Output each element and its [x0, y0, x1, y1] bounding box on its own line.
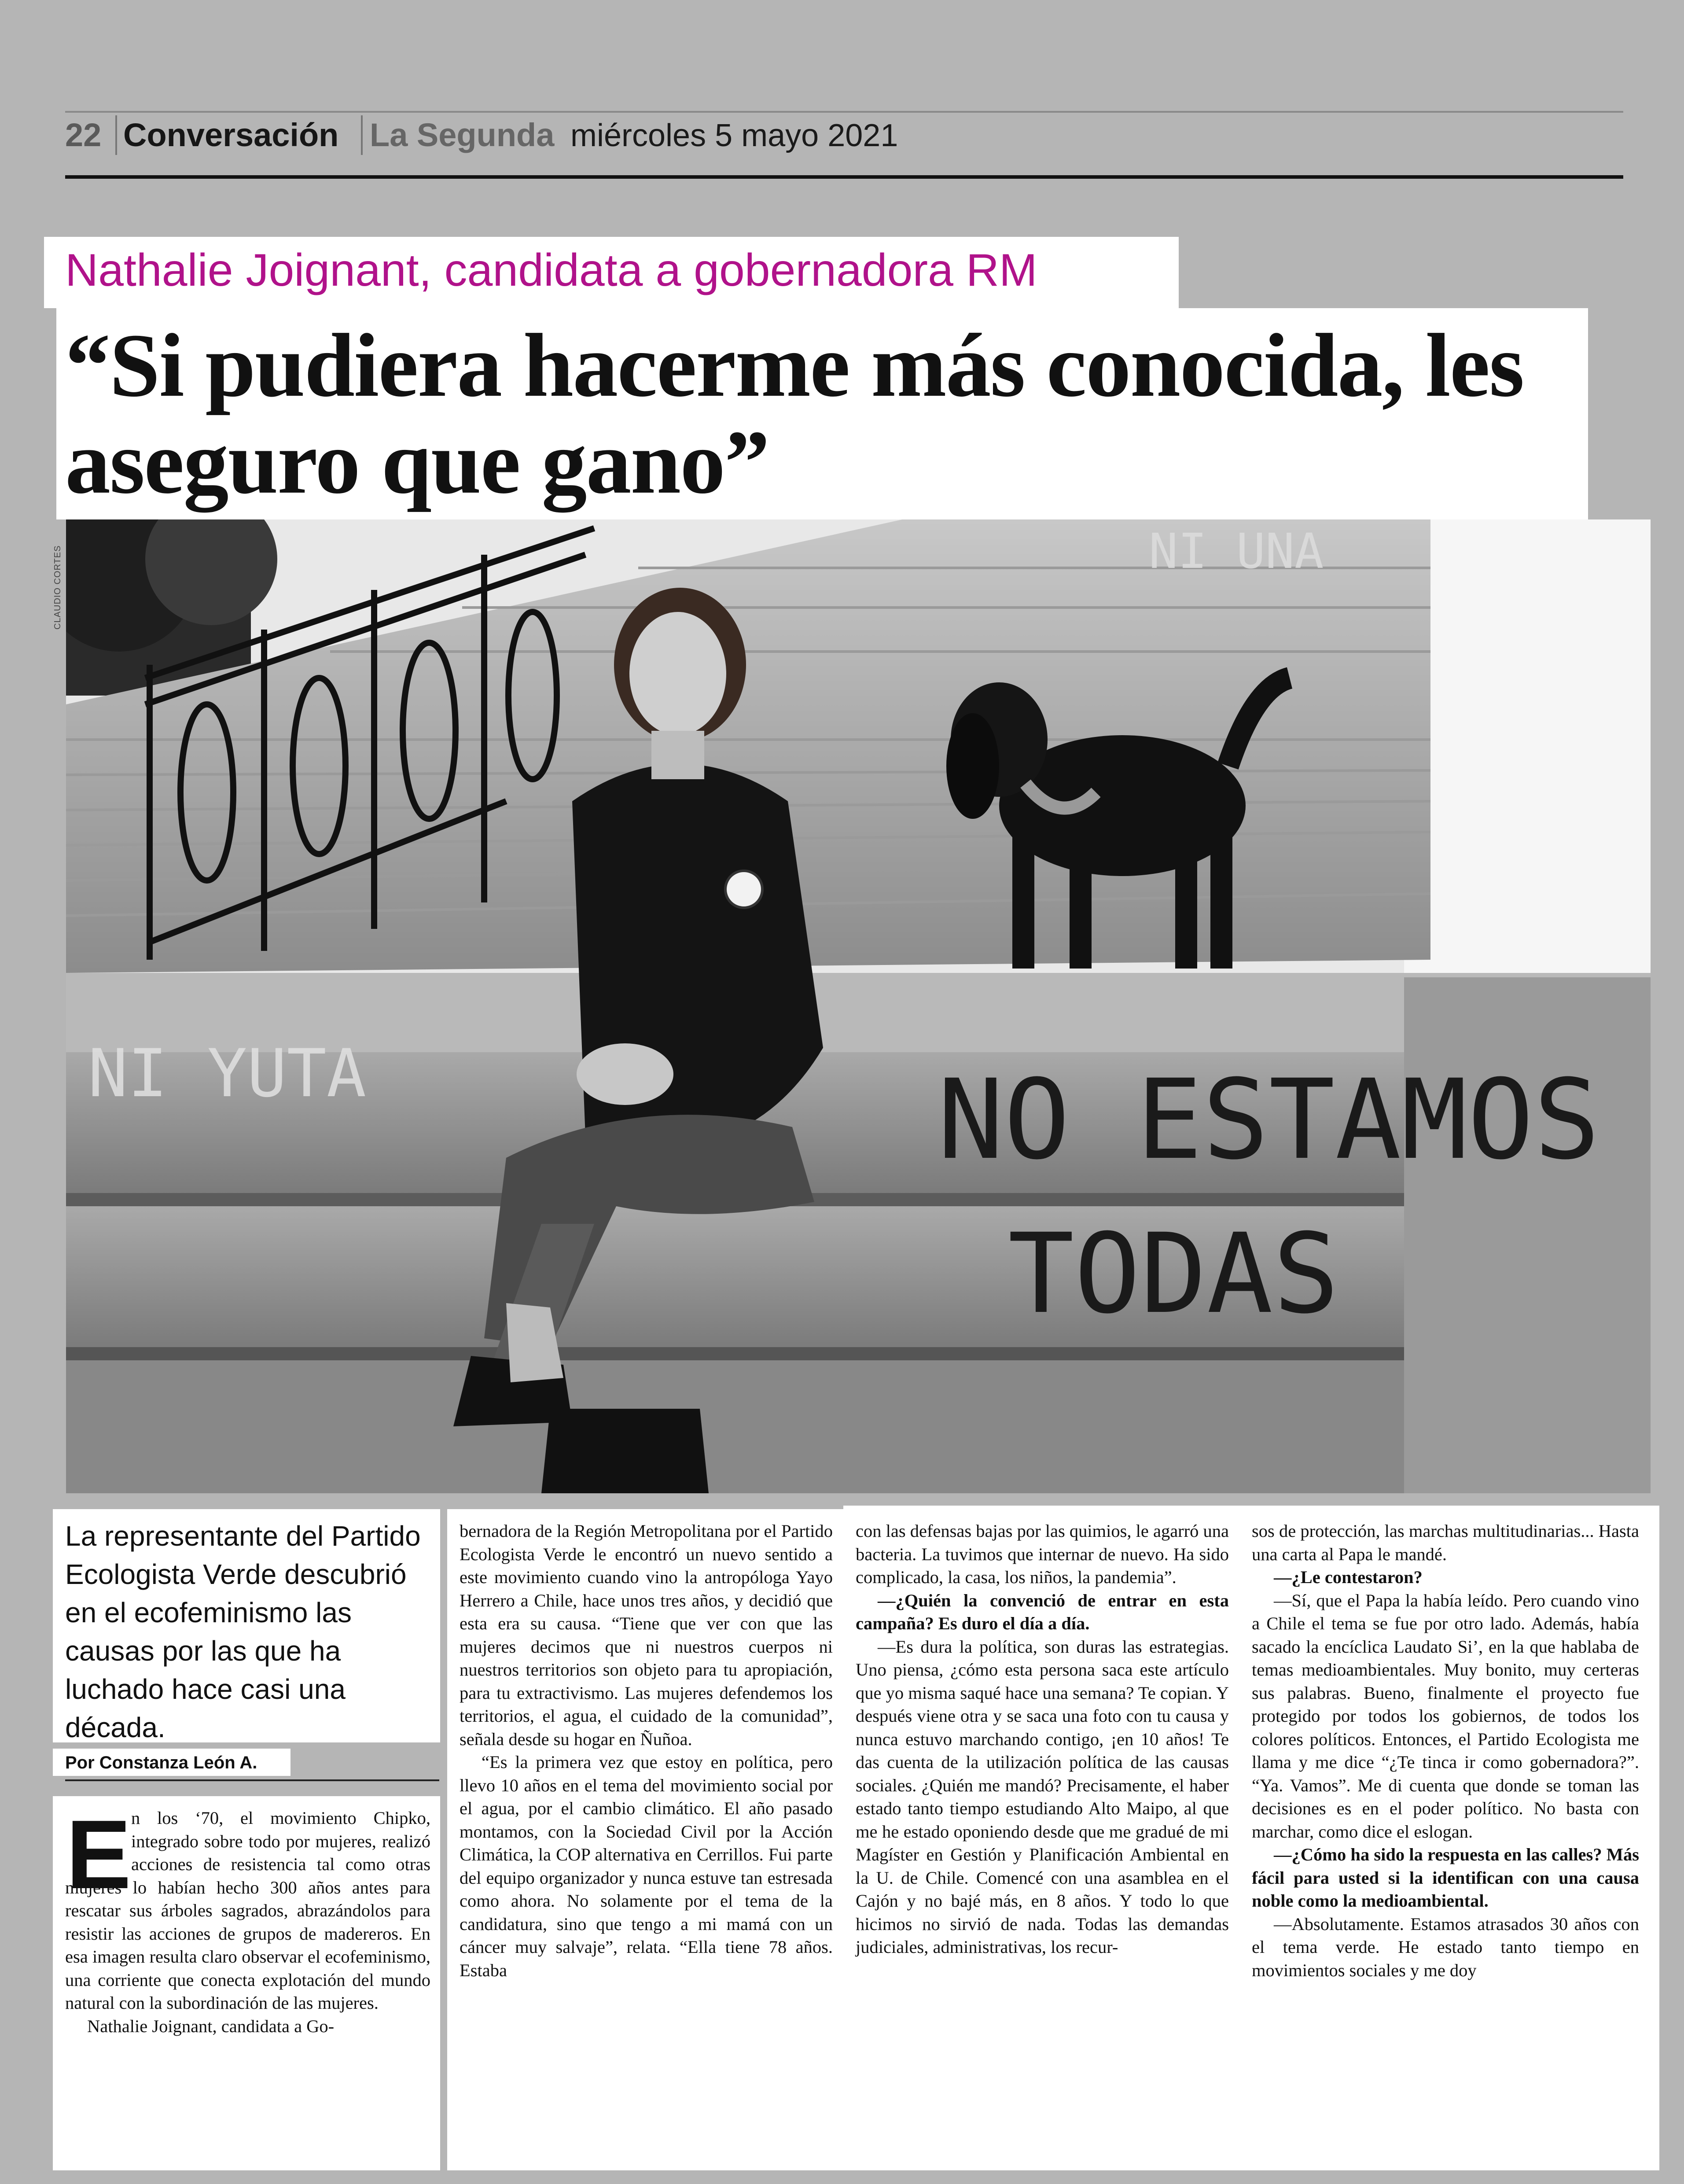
page-number: 22: [65, 117, 102, 153]
paragraph: Nathalie Joignant, candidata a Go-: [87, 2016, 335, 2036]
question: —¿Le contestaron?: [1274, 1567, 1423, 1587]
article-photo: [66, 519, 1651, 1493]
column-2: [460, 1520, 833, 1982]
header-top-rule: [65, 111, 1623, 113]
drop-cap-spacer: [65, 1807, 131, 1873]
publication-name: La Segunda: [370, 117, 555, 153]
paragraph: n los ‘70, el movimiento Chipko, integrado sobre todo por mujeres, realizó acciones de resistencia tal como otras mujeres lo habían hecho 300 años antes para rescatar sus árboles sagrados, abrazándolos para resistir las acciones de grupos de madereros. En esa imagen resulta claro observar el ecofeminismo, una corriente que conecta explotación del mundo natural con la subordinación de las mujeres.: [65, 1807, 430, 2015]
graffiti-top: NI UNA: [1149, 523, 1324, 579]
paragraph: “Es la primera vez que estoy en política, pero llevo 10 años en el tema del movimiento social por el agua, por el cambio climático. El año pasado montamos, con la Sociedad Civil por la Acción Climática, la COP alternativa en Cerrillos. Fui parte del equipo organizador y nunca estuve tan estresada como ahora. No solamente por el tema de la candidatura, sino que tengo a mi mamá con un cáncer muy salvaje”, relata. “Ella tiene 78 años. Estaba: [460, 1752, 833, 1980]
drop-cap: E: [66, 1800, 132, 1909]
article-dek: La representante del Partido Ecologista Verde descubrió en el ecofeminismo las causas por las que ha luchado hace casi una década.: [65, 1520, 421, 1743]
article-headline: “Si pudiera hacerme más conocida, les aseguro que gano”: [65, 315, 1524, 512]
graffiti-line-2: TODAS: [1008, 1210, 1339, 1338]
article-kicker: Nathalie Joignant, candidata a gobernadora RM: [65, 245, 1037, 296]
paragraph: —Absolutamente. Estamos atrasados 30 años con el tema verde. He estado tanto tiempo en movimientos sociales y me doy: [1252, 1914, 1639, 1980]
column-1: [65, 1800, 430, 2038]
question: —¿Cómo ha sido la respuesta en las calles? Más fácil para usted si la identifican con una causa noble como la medioambiental.: [1252, 1845, 1639, 1911]
paragraph: —Es dura la política, son duras las estrategias. Uno piensa, ¿cómo esta persona saca este artículo que yo misma saqué hace una semana? Te copian. Y después viene otra y se saca una foto con tu causa y nunca estuvo marchando contigo, ¡en 10 años! Te das cuenta de la utilización política de las causas sociales. ¿Quién me mandó? Precisamente, el haber estado tanto tiempo estudiando Alto Maipo, al que me he estado oponiendo desde que me gradué de mi Magíster en Gestión y Planificación Ambiental en la U. de Chile. Comencé con una asamblea en el Cajón y no bajé más, en 8 años. Y todo lo que hicimos no sirvió de nada. Todas las demandas judiciales, administrativas, los recur-: [856, 1636, 1229, 1957]
column-4: [1252, 1520, 1639, 1982]
column-3: [856, 1520, 1229, 1959]
photo-credit-text: CLAUDIO CORTES: [53, 545, 63, 630]
paragraph: bernadora de la Región Metropolitana por el Partido Ecologista Verde le encontró un nuevo sentido a este movimiento cuando vino la antropóloga Yayo Herrero a Chile, hace unos tres años, y decidió que esta era su causa. “Tiene que ver con que las mujeres decimos que ni nuestros cuerpos ni nuestros territorios son objeto para tu apropiación, para tu extractivismo. Las mujeres defendemos los territorios, el agua, el cuidado de la comunidad”, señala desde su hogar en Ñuñoa.: [460, 1521, 833, 1749]
header-separator: [115, 115, 117, 155]
header-bottom-rule: [65, 175, 1623, 179]
header-separator: [361, 115, 363, 155]
issue-date: miércoles 5 mayo 2021: [570, 118, 898, 153]
photo-credit: [49, 528, 63, 630]
graffiti-left: NI YUTA: [88, 1035, 367, 1112]
paragraph: sos de protección, las marchas multitudinarias... Hasta una carta al Papa le mandé.: [1252, 1521, 1639, 1564]
paragraph: con las defensas bajas por las quimios, le agarró una bacteria. La tuvimos que internar de nuevo. Ha sido complicado, la casa, los niños, la pandemia”.: [856, 1521, 1229, 1587]
graffiti-line-1: NO ESTAMOS: [938, 1056, 1600, 1184]
article-byline: Por Constanza León A.: [65, 1753, 257, 1772]
question: —¿Quién la convenció de entrar en esta campaña? Es duro el día a día.: [856, 1590, 1229, 1633]
paragraph: —Sí, que el Papa la había leído. Pero cuando vino a Chile el tema se fue por otro lado. Además, había sacado la encíclica Laudato Si’, en la que hablaba de temas medioambientales. Muy bonito, muy certeras sus palabras. Bueno, finalmente el proyecto fue protegido por todos los gobiernos, de todos los colores políticos. Entonces, el Partido Ecologista me llama y me dice “¿Te tinca ir como gobernadora?”. “Ya. Vamos”. Me di cuenta que donde se toman las decisiones es en el poder político. No basta con marchar, como dice el eslogan.: [1252, 1590, 1639, 1841]
section-name: Conversación: [123, 117, 339, 153]
byline-rule: [65, 1779, 439, 1781]
photo-illustration: [66, 519, 1651, 1493]
